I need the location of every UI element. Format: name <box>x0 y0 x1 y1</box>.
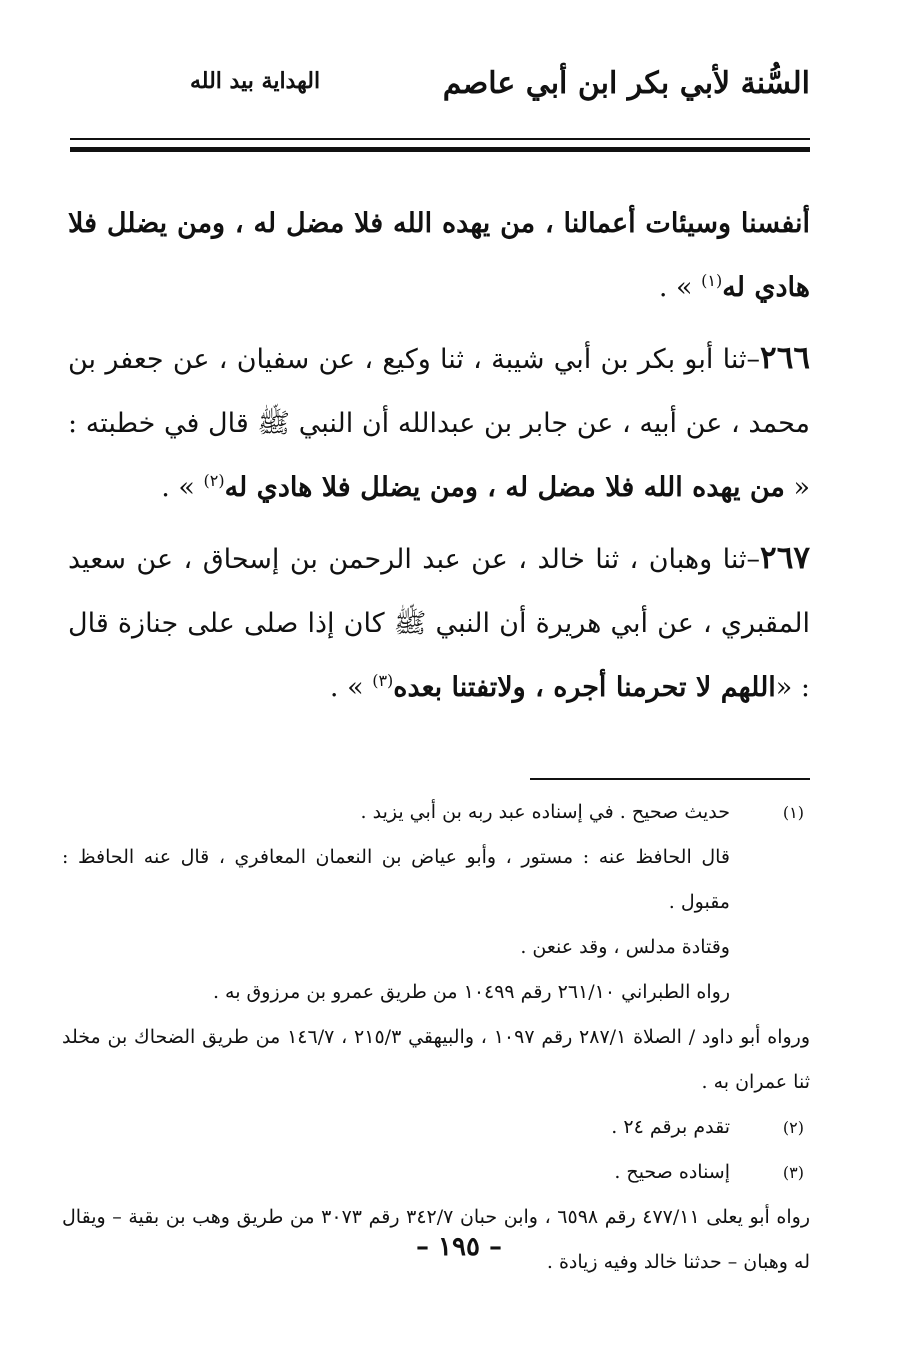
hadith-quote: من يهده الله فلا مضل له ، ومن يضلل فلا هادي له <box>224 472 785 503</box>
quote-close: » . <box>658 272 702 303</box>
section-title: الهداية بيد الله <box>190 68 321 94</box>
footnote-line: وقتادة مدلس ، وقد عنعن . <box>520 936 730 958</box>
page-number: – ١٩٥ – <box>415 1232 503 1262</box>
footnote-line: رواه الطبراني ٢٦١/١٠ رقم ١٠٤٩٩ من طريق عمرو بن مرزوق به . <box>212 981 730 1003</box>
running-header <box>70 66 810 116</box>
isnad-text: –ثنا وهبان ، ثنا خالد ، عن عبد الرحمن بن إسحاق ، عن سعيد المقبري ، عن أبي هريرة أن النبي ﷺ كان إذا صلى على جنازة قال : « <box>68 544 810 703</box>
footnote-mark: (١) <box>782 803 804 822</box>
footnote-line: تقدم برقم ٢٤ . <box>611 1116 730 1138</box>
footnote-line: حديث صحيح . في إسناده عبد ربه بن أبي يزيد . <box>360 801 730 823</box>
quote-close: » . <box>161 472 204 503</box>
footnote-2 <box>62 1105 810 1150</box>
book-title: السُّنة لأبي بكر ابن أبي عاصم <box>442 66 810 101</box>
footnote-ref: (٢) <box>203 471 225 490</box>
footnote-mark: (٣) <box>782 1163 804 1182</box>
hadith-267 <box>68 526 810 720</box>
footnote-3 <box>62 1150 810 1285</box>
footnote-line: رواه أبو يعلى ٤٧٧/١١ رقم ٦٥٩٨ ، وابن حبان ٣٤٢/٧ رقم ٣٠٧٣ من طريق وهب بن بقية – ويقال له وهبان – حدثنا خالد وفيه زيادة . <box>62 1206 811 1273</box>
isnad-text: –ثنا أبو بكر بن أبي شيبة ، ثنا وكيع ، عن سفيان ، عن جعفر بن محمد ، عن أبيه ، عن جابر بن عبدالله أن النبي ﷺ قال في خطبته : « <box>68 344 810 503</box>
footnote-line: ورواه أبو داود / الصلاة ٢٨٧/١ رقم ١٠٩٧ ، والبيهقي ٢١٥/٣ ، ١٤٦/٧ من طريق الضحاك بن مخلد ثنا عمران به . <box>62 1026 811 1093</box>
paragraph-continuation <box>68 192 810 320</box>
footnote-1 <box>62 790 810 1105</box>
main-text <box>68 192 810 726</box>
footnote-line: قال الحافظ عنه : مستور ، وأبو عياض بن النعمان المعافري ، قال عنه الحافظ : مقبول . <box>62 846 730 913</box>
footnote-line: إسناده صحيح . <box>614 1161 730 1183</box>
header-divider-thin <box>70 138 810 140</box>
footnote-divider <box>530 778 810 780</box>
footnote-mark: (٢) <box>782 1118 804 1137</box>
footnote-ref: (٣) <box>372 671 394 690</box>
hadith-quote: أنفسنا وسيئات أعمالنا ، من يهده الله فلا مضل له ، ومن يضلل فلا هادي له <box>68 208 810 303</box>
hadith-number: ٢٦٦ <box>760 340 810 376</box>
hadith-quote: اللهم لا تحرمنا أجره ، ولاتفتنا بعده <box>393 672 776 703</box>
hadith-number: ٢٦٧ <box>760 540 810 576</box>
header-divider-thick <box>70 147 810 152</box>
footnotes <box>62 790 810 1285</box>
hadith-266 <box>68 326 810 520</box>
footnote-ref: (١) <box>701 271 723 290</box>
quote-close: » . <box>329 672 373 703</box>
